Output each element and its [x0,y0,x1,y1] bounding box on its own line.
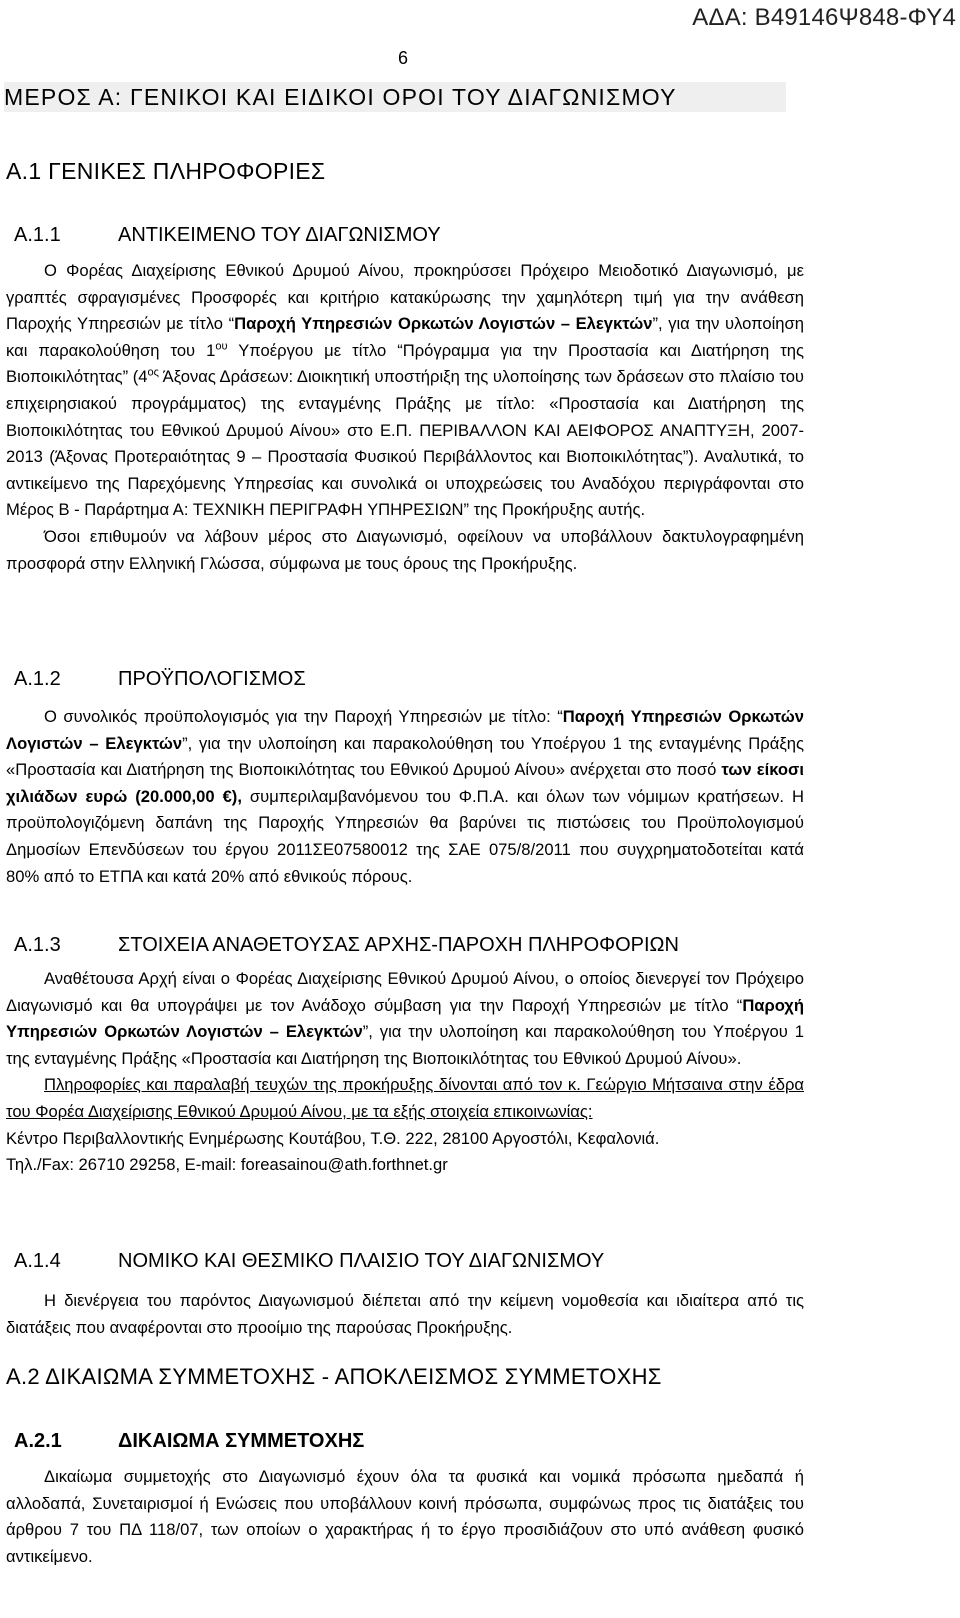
section-title: ΣΤΟΙΧΕΙΑ ΑΝΑΘΕΤΟΥΣΑΣ ΑΡΧΗΣ-ΠΑΡΟΧΗ ΠΛΗΡΟΦΟΡΙΩΝ [118,934,679,956]
paragraph: Η διενέργεια του παρόντος Διαγωνισμού διέπεται από την κείμενη νομοθεσία και ιδιαίτερα από τις διατάξεις που αναφέρονται στο προοίμιο της παρούσας Προκήρυξης. [6,1291,804,1337]
paragraph: Δικαίωμα συμμετοχής στο Διαγωνισμό έχουν όλα τα φυσικά και νομικά πρόσωπα ημεδαπά ή αλλοδαπά, Συνεταιρισμοί ή Ενώσεις που υποβάλλουν κοινή πρόσωπα, συμφώνως προς τις διατάξεις του άρθρου 7 του ΠΔ 118/07, των οποίων ο χαρακτήρας ή το έργο προσιδιάζουν στο υπό ανάθεση φυσικό αντικείμενο. [6,1467,804,1566]
section-a14-body [6,1288,804,1341]
paragraph: Ο Φορέας Διαχείρισης Εθνικού Δρυμού Αίνου, προκηρύσσει Πρόχειρο Μειοδοτικό Διαγωνισμό, με γραπτές σφραγισμένες Προσφορές και κριτήριο κατακύρωσης την χαμηλότερη τιμή για την ανάθεση Παροχής Υπηρεσιών με τίτλο “Παροχή Υπηρεσιών Ορκωτών Λογιστών – Ελεγκτών”, για την υλοποίηση και παρακολούθηση του $1^{o\upsilon}$ Υποέργου με τίτλο “Πρόγραμμα για την Προστασία και Διατήρηση της Βιοποικιλότητας” ($4^{o\varsigma}$ Άξονας Δράσεων: Διοικητική υποστήριξη της υλοποίησης των δράσεων στο πλαίσιο του επιχειρησιακού προγράμματος) της ενταγμένης Πράξης με τίτλο: «Προστασία και Διατήρηση της Βιοποικιλότητας του Εθνικού Δρυμού Αίνου» στο Ε.Π. ΠΕΡΙΒΑΛΛΟΝ ΚΑΙ ΑΕΙΦΟΡΟΣ ΑΝΑΠΤΥΞΗ, 2007-2013 (Άξονας Προτεραιότητας 9 – Προστασία Φυσικού Περιβάλλοντος και Βιοποικιλότητας”). Αναλυτικά, το αντικείμενο της Παρεχόμενης Υπηρεσίας και συνολικά οι υποχρεώσεις του Αναδόχου περιγράφονται στο Μέρος Β - Παράρτημα Α: ΤΕΧΝΙΚΗ ΠΕΡΙΓΡΑΦΗ ΥΠΗΡΕΣΙΩΝ” της Προκήρυξης αυτής. [6,261,804,520]
paragraph-contact-info: Πληροφορίες και παραλαβή τευχών της προκήρυξης δίνονται από τον κ. Γεώργιο Μήτσαινα στην έδρα του Φορέα Διαχείρισης Εθνικού Δρυμού Αίνου, με τα εξής στοιχεία επικοινωνίας: [6,1075,804,1121]
section-number: Α.1.3 [14,934,61,956]
section-number: Α.1.2 [14,668,61,690]
section-number: Α.1.1 [14,224,61,246]
paragraph: Αναθέτουσα Αρχή είναι ο Φορέας Διαχείρισης Εθνικού Δρυμού Αίνου, ο οποίος διενεργεί τον Πρόχειρο Διαγωνισμό και θα υπογράψει με τον Ανάδοχο σύμβαση για την Παροχή Υπηρεσιών με τίτλο “Παροχή Υπηρεσιών Ορκωτών Λογιστών – Ελεγκτών”, για την υλοποίηση και παρακολούθηση του Υποέργου 1 της ενταγμένης Πράξης «Προστασία και Διατήρηση της Βιοποικιλότητας του Εθνικού Δρυμού Αίνου». [6,969,804,1068]
page-number: 6 [398,48,409,68]
paragraph: Ο συνολικός προϋπολογισμός για την Παροχή Υπηρεσιών με τίτλο: “Παροχή Υπηρεσιών Ορκωτών Λογιστών – Ελεγκτών”, για την υλοποίηση και παρακολούθηση του Υποέργου 1 της ενταγμένης Πράξης «Προστασία και Διατήρηση της Βιοποικιλότητας του Εθνικού Δρυμού Αίνου» ανέρχεται στο ποσό των είκοσι χιλιάδων ευρώ (20.000,00 €), συμπεριλαμβανόμενου του Φ.Π.Α. και όλων των νόμιμων κρατήσεων. Η προϋπολογιζόμενη δαπάνη της Παροχής Υπηρεσιών θα βαρύνει τις πιστώσεις του Προϋπολογισμού Δημοσίων Επενδύσεων του έργου 2011ΣΕ07580012 της ΣΑΕ 075/8/2011 που συγχρηματοδοτείται κατά 80% από το ΕΤΠΑ και κατά 20% από εθνικούς πόρους. [6,707,804,886]
address-line: Κέντρο Περιβαλλοντικής Ενημέρωσης Κουτάβου, Τ.Θ. 222, 28100 Αργοστόλι, Κεφαλονιά. [6,1128,660,1148]
section-title: ΠΡΟΫΠΟΛΟΓΙΣΜΟΣ [118,668,306,690]
section-a1-heading: Α.1 ΓΕΝΙΚΕΣ ΠΛΗΡΟΦΟΡΙΕΣ [6,158,326,184]
section-title: ΔΙΚΑΙΩΜΑ ΣΥΜΜΕΤΟΧΗΣ [118,1430,365,1452]
section-title: ΝΟΜΙΚΟ ΚΑΙ ΘΕΣΜΙΚΟ ΠΛΑΙΣΙΟ ΤΟΥ ΔΙΑΓΩΝΙΣΜΟΥ [118,1250,605,1272]
section-title: ΑΝΤΙΚΕΙΜΕΝΟ ΤΟΥ ΔΙΑΓΩΝΙΣΜΟΥ [118,224,441,246]
section-a12-body [6,704,804,890]
section-a2-heading: Α.2 ΔΙΚΑΙΩΜΑ ΣΥΜΜΕΤΟΧΗΣ - ΑΠΟΚΛΕΙΣΜΟΣ ΣΥΜΜΕΤΟΧΗΣ [6,1364,662,1389]
section-number: Α.2.1 [14,1430,62,1452]
section-a11-body [6,258,804,577]
ada-code: ΑΔΑ: Β49146Ψ848-ΦΥ4 [692,4,956,31]
part-title: ΜΕΡΟΣ Α: ΓΕΝΙΚΟΙ ΚΑΙ ΕΙΔΙΚΟΙ ΟΡΟΙ ΤΟΥ ΔΙΑΓΩΝΙΣΜΟΥ [4,82,786,112]
section-a13-body [6,966,804,1179]
contact-line: Τηλ./Fax: 26710 29258, E-mail: foreasainou@ath.forthnet.gr [6,1155,448,1175]
paragraph: Όσοι επιθυμούν να λάβουν μέρος στο Διαγωνισμό, οφείλουν να υποβάλλουν δακτυλογραφημένη προσφορά στην Ελληνική Γλώσσα, σύμφωνα με τους όρους της Προκήρυξης. [6,526,804,573]
section-number: Α.1.4 [14,1250,61,1272]
section-a21-body [6,1464,804,1570]
